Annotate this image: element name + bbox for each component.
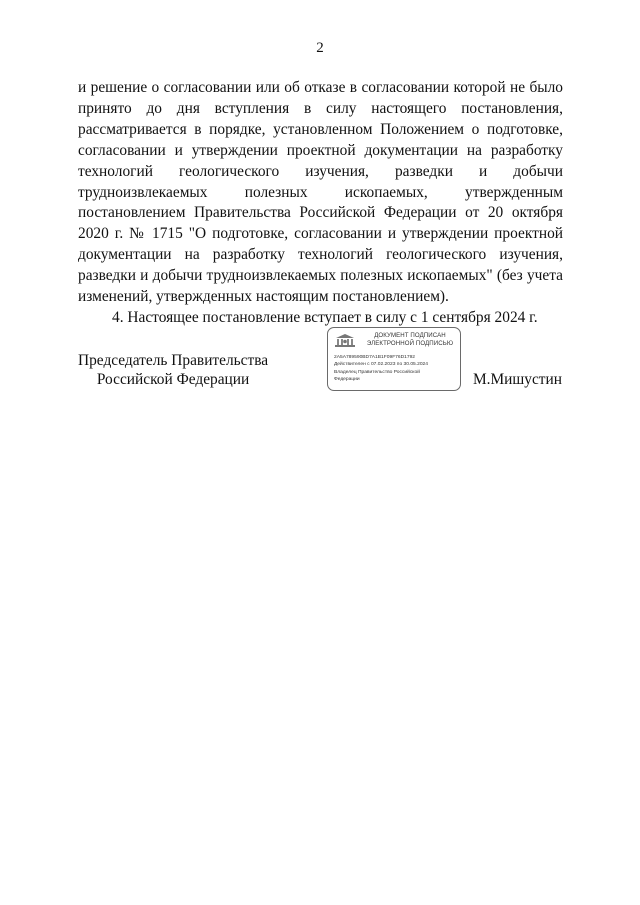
paragraph-continuation: и решение о согласовании или об отказе в согласовании которой не было принято до дня вступления в силу настоящего постановления, рассматривается в порядке, установленном Положением о подготовке, согласовании и утверждении проектной документации на разработку технологий геологического изучения, разведки и добычи трудноизвлекаемых полезных ископаемых, утвержденным постановлением Правительства Российской Федерации от 20 октября 2020 г. № 1715 "О подготовке, согласовании и утверждении проектной документации на разработку технологий геологического изучения, разведки и добычи трудноизвлекаемых полезных ископаемых" (без учета изменений, утвержденных настоящим постановлением).: [78, 79, 563, 306]
signatory-position-line1: Председатель Правительства: [78, 352, 269, 369]
stamp-title-line2: ЭЛЕКТРОННОЙ ПОДПИСЬЮ: [366, 339, 454, 347]
stamp-title: [362, 332, 458, 347]
stamp-title-line1: ДОКУМЕНТ ПОДПИСАН: [374, 332, 446, 339]
stamp-details: [334, 354, 458, 384]
stamp-validity: Действителен с 07.02.2023 по 30.05.2024: [334, 362, 428, 368]
page-number: 2: [316, 40, 324, 56]
stamp-owner-line2: Федерации: [334, 377, 360, 383]
electronic-signature-stamp: [327, 327, 461, 391]
signer-name: М.Мишустин: [472, 371, 562, 388]
paragraph-item-4: 4. Настоящее постановление вступает в силу с 1 сентября 2024 г.: [112, 308, 538, 326]
signatory-position-line2: Российской Федерации: [96, 371, 250, 388]
signatory-position: [78, 351, 268, 389]
stamp-owner-line1: Владелец Правительство Российской: [334, 369, 420, 375]
stamp-certificate-number: 2A5A789590BD7A1B1F09F76D1792: [334, 355, 416, 360]
coat-of-arms-icon: [334, 333, 356, 349]
document-body: [78, 78, 563, 329]
